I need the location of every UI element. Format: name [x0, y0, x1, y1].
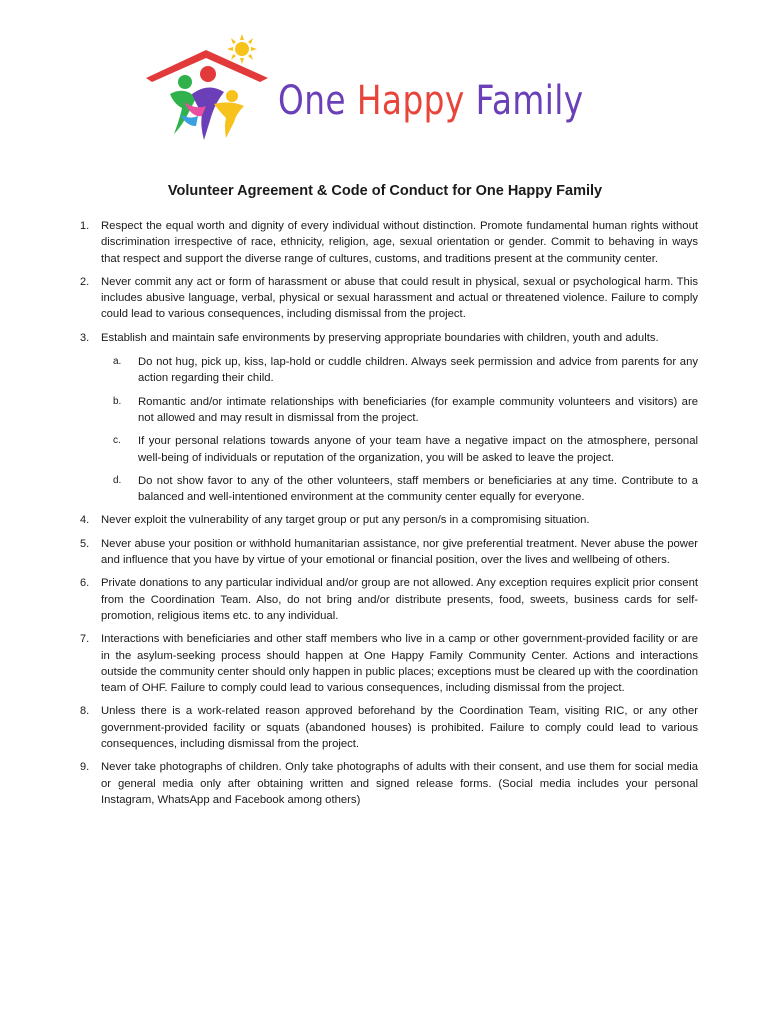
list-item [70, 759, 698, 808]
item-number: 5. [80, 537, 90, 550]
brand-one: One [278, 78, 357, 124]
item-text: Never commit any act or form of harassment or abuse that could result in physical, sexual or psychological harm. This includes abusive language, verbal, physical or sexual harassment and actual or threatened violence. Failure to comply could lead to various consequences, including dismissal from the project. [101, 275, 698, 321]
item-text: Never abuse your position or withhold humanitarian assistance, nor give preferential treatment. Never abuse the power and influence that you have by virtue of your emotional or financial position, over the lives and wellbeing of others. [101, 537, 698, 567]
sub-item-letter: d. [113, 474, 122, 486]
sub-item-text: If your personal relations towards anyone of your team have a negative impact on the atmosphere, personal well-being of individuals or reputation of the organization, you will be asked to leave the project. [138, 435, 698, 464]
brand-appy: appy [381, 78, 476, 124]
sub-item-text: Do not hug, pick up, kiss, lap-hold or cuddle children. Always seek permission and advice from parents for any action regarding their child. [138, 356, 698, 385]
item-number: 2. [80, 275, 90, 288]
item-text: Establish and maintain safe environments by preserving appropriate boundaries with children, youth and adults. [101, 331, 659, 344]
sub-list-item [101, 354, 698, 387]
sub-list-item [101, 394, 698, 427]
list-item [70, 218, 698, 267]
brand-name [278, 78, 584, 124]
document-title: Volunteer Agreement & Code of Conduct for One Happy Family [167, 183, 603, 199]
list-item [70, 330, 698, 506]
item-text: Interactions with beneficiaries and other staff members who live in a camp or other government-provided facility or are in the asylum-seeking process should happen at One Happy Family Community Center. Actions and interactions outside the community center should only happen in public places; exceptions must be cleared up with the coordination team of OHF. Failure to comply could lead to various consequences, including dismissal from the project. [101, 633, 698, 695]
item-text: Private donations to any particular individual and/or group are not allowed. Any exception requires explicit prior consent from the Coordination Team. Also, do not bring and/or distribute presents, food, sweets, business cards for self-promotion, religious items etc. to any individual. [101, 577, 698, 622]
sun-icon [227, 34, 257, 64]
item-text: Unless there is a work-related reason approved beforehand by the Coordination Team, visiting RIC, or any other government-provided facility or squats (abandoned houses) is prohibited. Failure to comply could lead to various consequences, including dismissal from the project. [101, 705, 698, 751]
item-number: 1. [80, 220, 90, 232]
list-item [70, 536, 698, 569]
item-text: Never exploit the vulnerability of any target group or put any person/s in a compromising situation. [101, 514, 590, 527]
sub-list [101, 354, 698, 505]
item-number: 7. [80, 633, 90, 646]
list-item [70, 631, 698, 696]
item-number: 4. [80, 514, 90, 527]
family-house-logo-icon [140, 30, 280, 150]
item-number: 6. [80, 577, 90, 590]
sub-item-letter: a. [113, 356, 122, 368]
sub-list-item [101, 473, 698, 506]
logo [140, 30, 584, 150]
sub-item-text: Do not show favor to any of the other volunteers, staff members or beneficiaries at any time. Contribute to a balanced and well-intentioned environment at the community center equally for everyone. [138, 474, 698, 504]
list-item [70, 274, 698, 323]
item-number: 8. [80, 705, 90, 718]
brand-family: Family [475, 78, 584, 124]
sub-list-item [101, 433, 698, 466]
item-number: 3. [80, 331, 90, 344]
sub-item-letter: b. [113, 395, 122, 407]
item-text: Respect the equal worth and dignity of every individual without distinction. Promote fundamental human rights without discrimination irrespective of race, ethnicity, religion, age, sexual orientation or gender. Commit to behaving in ways that respect and support the diverse range of cultures, customs, and traditions present at the community center. [101, 220, 698, 265]
sub-item-letter: c. [113, 435, 121, 447]
list-item [70, 575, 698, 624]
conduct-list [70, 218, 698, 815]
brand-h: H [356, 78, 382, 124]
item-text: Never take photographs of children. Only take photographs of adults with their consent, and use them for social media or general media only after obtaining written and signed release forms. (Social media includes your personal Instagram, WhatsApp and Facebook among others) [101, 761, 698, 806]
list-item [70, 703, 698, 752]
item-number: 9. [80, 761, 90, 774]
sub-item-text: Romantic and/or intimate relationships with beneficiaries (for example community volunteers and visitors) are not allowed and may result in dismissal from the project. [138, 395, 698, 424]
list-item [70, 512, 698, 528]
